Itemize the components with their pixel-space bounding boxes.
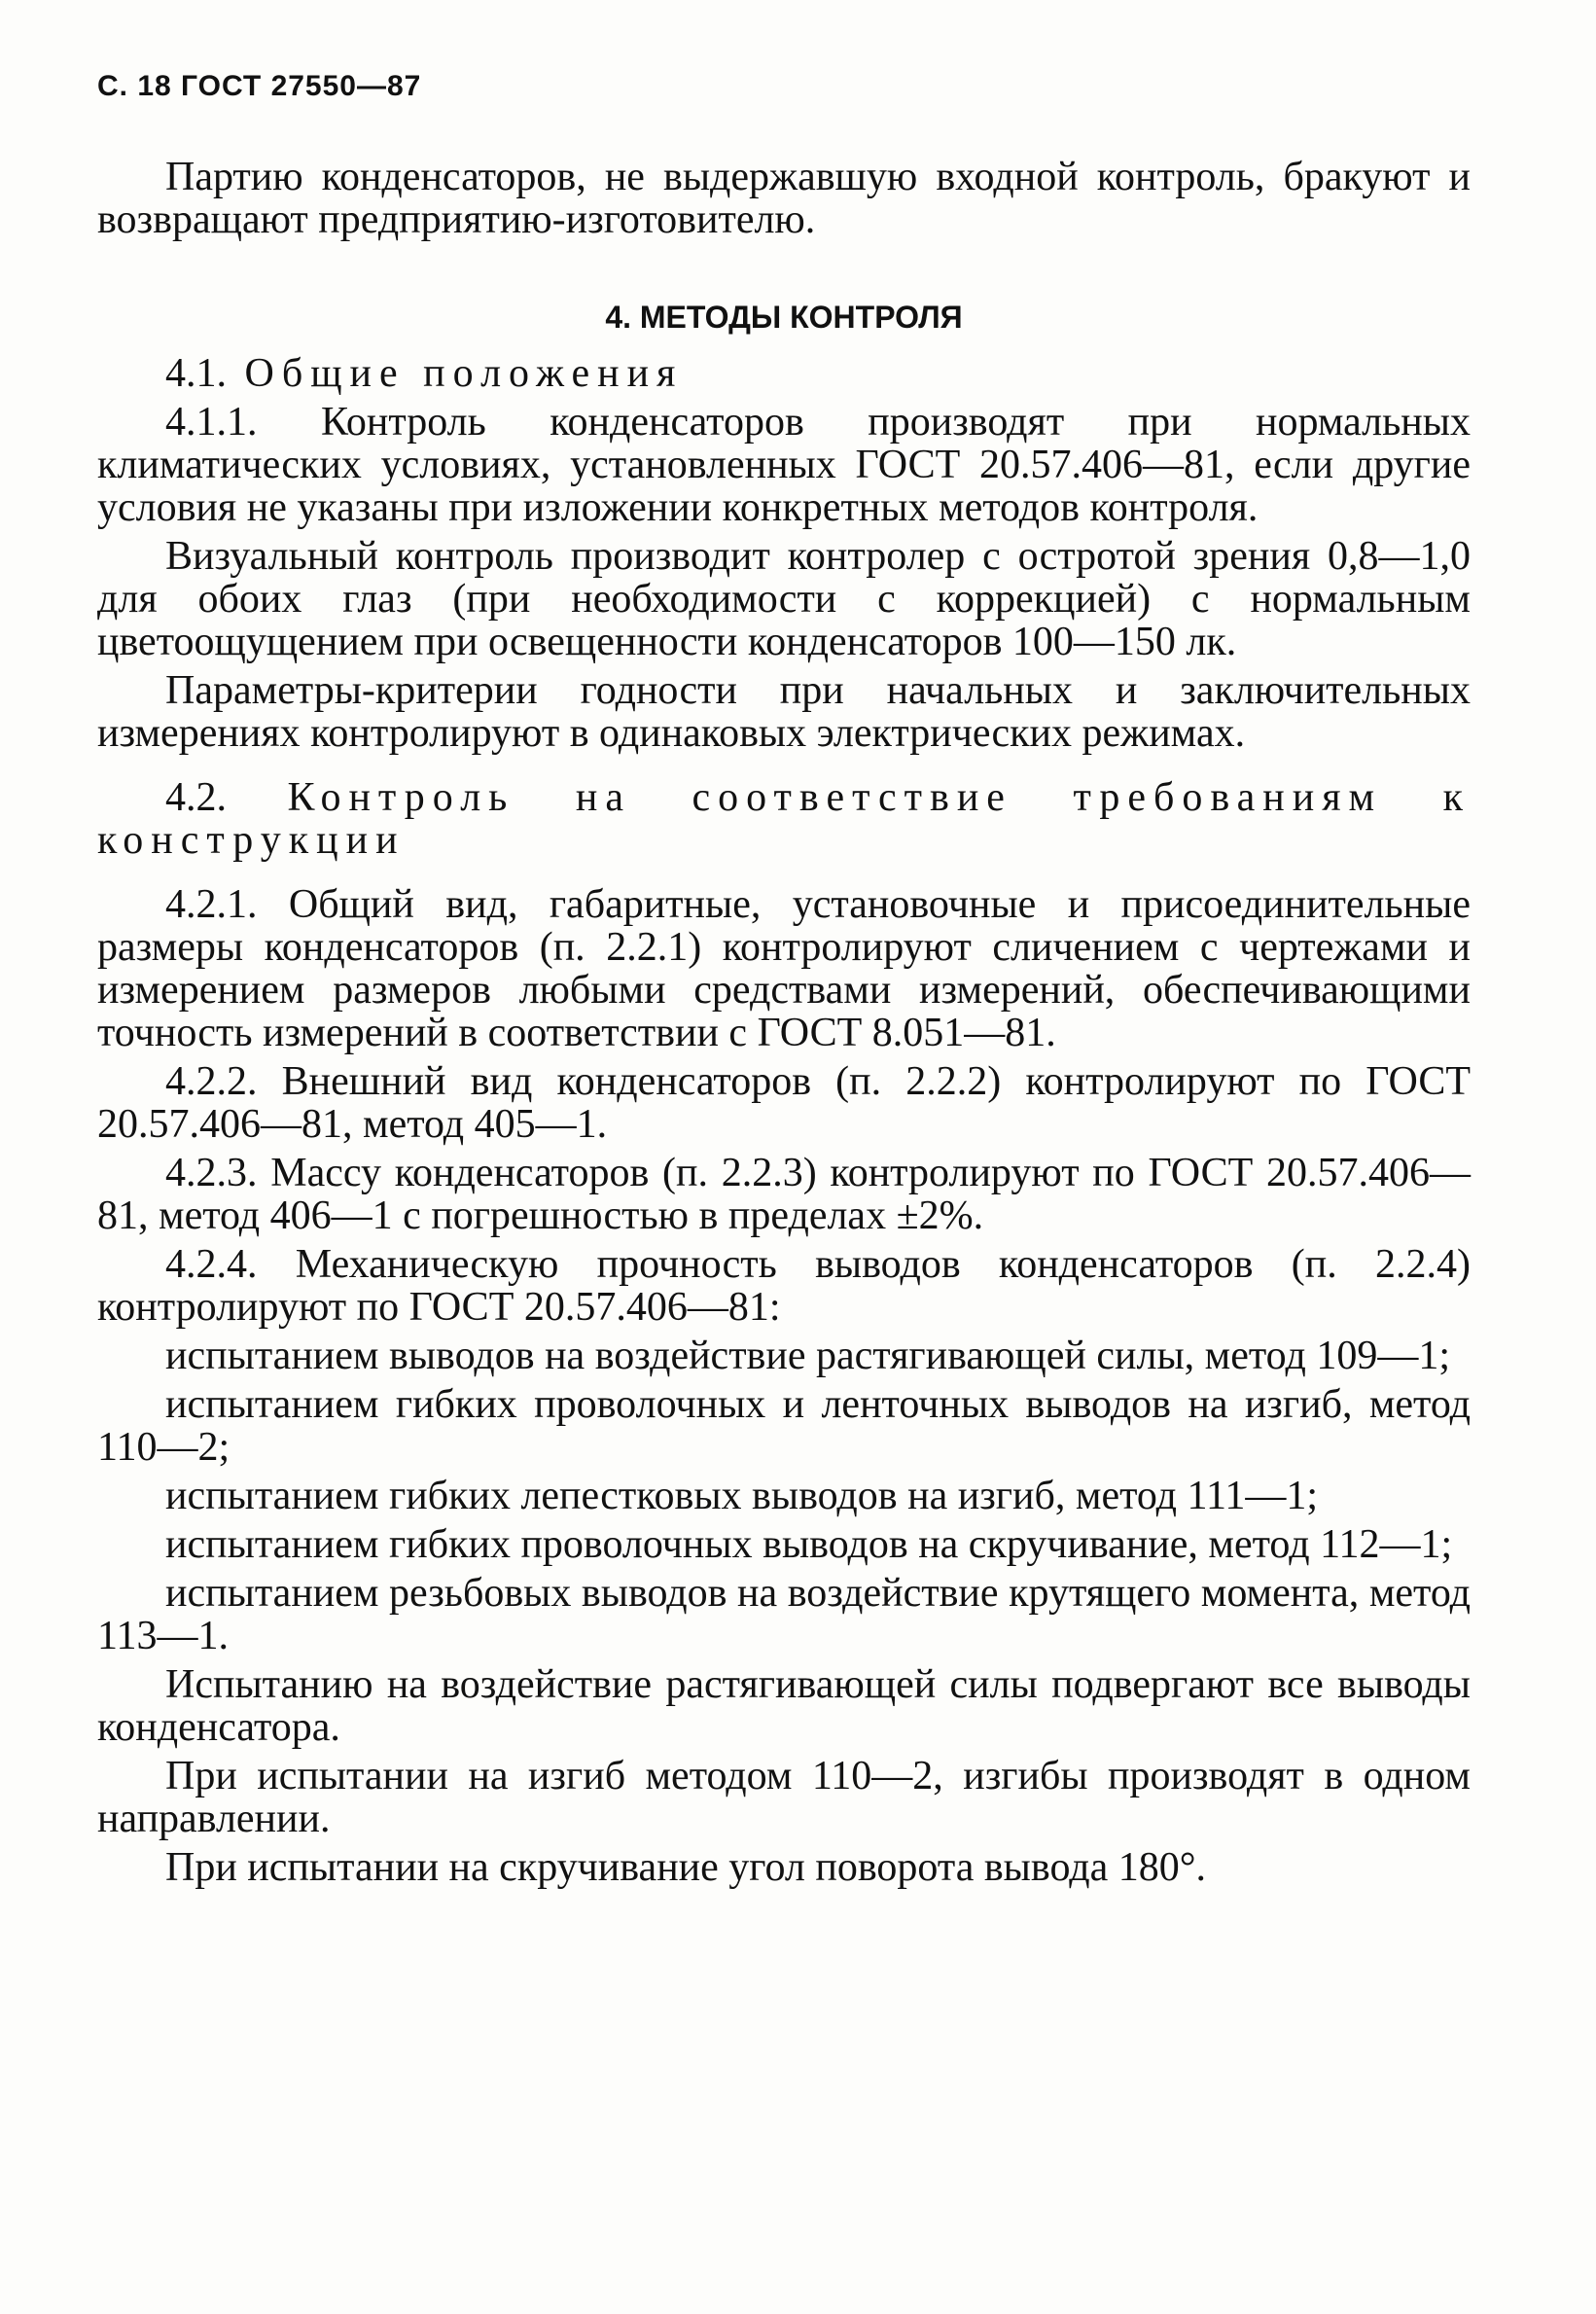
list-item: испытанием гибких проволочных выводов на скручивание, метод 112—1; xyxy=(165,1522,1453,1567)
list-item: испытанием гибких лепестковых выводов на изгиб, метод 111—1; xyxy=(165,1474,1319,1518)
paragraph-tension-test: Испытанию на воздействие растягивающей силы подвергают все выводы конденсатора. xyxy=(97,1662,1471,1750)
subsection-title: Контроль на соответствие требованиям к конструкции xyxy=(97,775,1472,863)
paragraph-4-2-3: 4.2.3. Массу конденсаторов (п. 2.2.3) контролируют по ГОСТ 20.57.406—81, метод 406—1 с погрешностью в пределах ±2%. xyxy=(97,1151,1471,1238)
paragraph-4-1-1: 4.1.1. Контроль конденсаторов производят при нормальных климатических условиях, установленных ГОСТ 20.57.406—81, если другие условия не указаны при изложении конкретных методов контроля. xyxy=(97,400,1471,530)
page-body xyxy=(97,156,1471,1889)
list-item: испытанием резьбовых выводов на воздействие крутящего момента, метод 113—1. xyxy=(97,1571,1471,1658)
running-head: С. 18 ГОСТ 27550—87 xyxy=(97,70,422,102)
paragraph-4-2-4: 4.2.4. Механическую прочность выводов конденсаторов (п. 2.2.4) контролируют по ГОСТ 20.57.406—81: xyxy=(97,1242,1471,1330)
subsection-heading-4-1 xyxy=(97,352,1471,395)
subsection-heading-4-2 xyxy=(97,776,1471,862)
paragraph-visual-control: Визуальный контроль производит контролер с остротой зрения 0,8—1,0 для обоих глаз (при необходимости с коррекцией) с нормальным цветоощущением при освещенности конденсаторов 100—150 лк. xyxy=(97,534,1471,664)
subsection-title: Общие положения xyxy=(244,351,684,396)
paragraph-twist-test: При испытании на скручивание угол поворота вывода 180°. xyxy=(165,1845,1207,1890)
subsection-number: 4.1. xyxy=(165,351,227,396)
paragraph-4-2-2: 4.2.2. Внешний вид конденсаторов (п. 2.2.2) контролируют по ГОСТ 20.57.406—81, метод 405—1. xyxy=(97,1059,1471,1147)
paragraph-4-2-1: 4.2.1. Общий вид, габаритные, установочные и присоединительные размеры конденсаторов (п. 2.2.1) контролируют сличением с чертежами и измерением размеров любыми средствами измерений, обеспечивающими точность измерений в соответствии с ГОСТ 8.051—81. xyxy=(97,882,1471,1055)
intro-paragraph: Партию конденсаторов, не выдержавшую входной контроль, бракуют и возвращают предприятию-изготовителю. xyxy=(97,155,1471,242)
list-item: испытанием гибких проволочных и ленточных выводов на изгиб, метод 110—2; xyxy=(97,1382,1471,1470)
paragraph-parameters: Параметры-критерии годности при начальных и заключительных измерениях контролируют в одинаковых электрических режимах. xyxy=(97,668,1471,756)
section-title: 4. МЕТОДЫ КОНТРОЛЯ xyxy=(605,300,963,335)
list-item: испытанием выводов на воздействие растягивающей силы, метод 109—1; xyxy=(165,1334,1451,1378)
paragraph-bend-test: При испытании на изгиб методом 110—2, изгибы производят в одном направлении. xyxy=(97,1754,1471,1841)
subsection-number: 4.2. xyxy=(165,775,227,820)
